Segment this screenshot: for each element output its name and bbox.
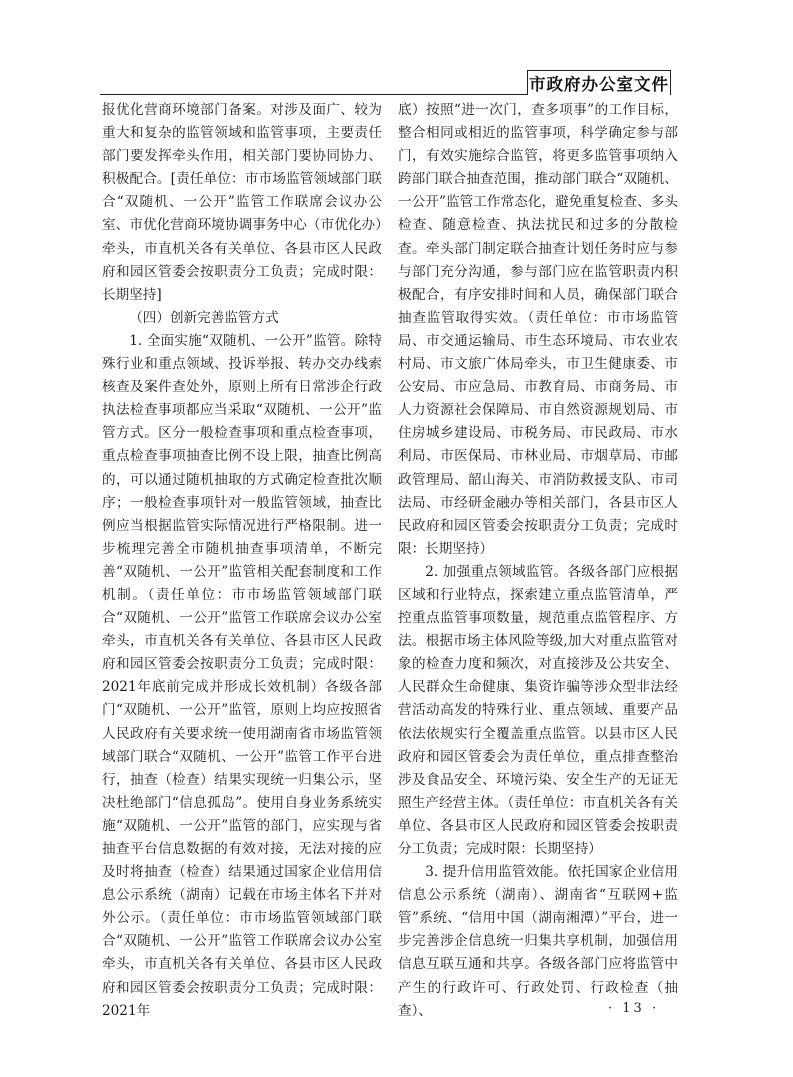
left-column: [102, 99, 382, 1023]
right-column: [398, 99, 678, 1023]
page-number: · 13 ·: [608, 1001, 660, 1016]
paragraph: 底）按照“进一次门，查多项事”的工作目标，整合相同或相近的监管事项，科学确定参与部门，有效实施综合监管，将更多监管事项纳入跨部门联合抽查范围，推动部门联合“双随机、一公开”监管工作常态化，避免重复检查、多头检查、随意检查、执法扰民和过多的分散检查。牵头部门制定联合抽查计划任务时应与参与部门充分沟通，参与部门应在监管职责内积极配合，有序安排时间和人员，确保部门联合抽查监管取得实效。（责任单位：市市场监管局、市交通运输局、市生态环境局、市农业农村局、市文旅广体局牵头，市卫生健康委、市公安局、市应急局、市教育局、市商务局、市人力资源社会保障局、市自然资源规划局、市住房城乡建设局、市税务局、市民政局、市水利局、市医保局、市林业局、市烟草局、市邮政管理局、韶山海关、市消防救援支队、市司法局、市经研金融办等相关部门，各县市区人民政府和园区管委会按职责分工负责；完成时限：长期坚持）: [398, 102, 678, 557]
paragraph: 3. 提升信用监管效能。依托国家企业信用信息公示系统（湖南）、湖南省“互联网+监管”系统、“信用中国（湖南湘潭）”平台，进一步完善涉企信息统一归集共享机制，加强信用信息互联互通和共享。各级各部门应将监管中产生的行政许可、行政处罚、行政检查（抽查）、: [398, 864, 678, 1019]
section-title: 市政府办公室文件: [527, 70, 671, 95]
paragraph: 2. 加强重点领域监管。各级各部门应根据区域和行业特点，探索建立重点监管清单，严控重点监管事项数量，规范重点监管程序、方法。根据市场主体风险等级,加大对重点监管对象的检查力度和频次，对直接涉及公共安全、人民群众生命健康、集资诈骗等涉众型非法经营活动高发的特殊行业、重点领域、重要产品依法依规实行全覆盖重点监管。以县市区人民政府和园区管委会为责任单位，重点排查整治涉及食品安全、环境污染、安全生产的无证无照生产经营主体。（责任单位：市直机关各有关单位、各县市区人民政府和园区管委会按职责分工负责；完成时限：长期坚持）: [398, 563, 678, 857]
paragraph: 报优化营商环境部门备案。对涉及面广、较为重大和复杂的监管领域和监管事项，主要责任部门要发挥牵头作用，相关部门要协同协力、积极配合。[责任单位：市市场监管领域部门联合“双随机、一公开”监管工作联席会议办公室、市优化营商环境协调事务中心（市优化办）牵头，市直机关各有关单位、各县市区人民政府和园区管委会按职责分工负责；完成时限：长期坚持]: [102, 102, 382, 303]
subheading: （四）创新完善监管方式: [129, 309, 279, 326]
paragraph: 1. 全面实施“双随机、一公开”监管。除特殊行业和重点领域、投诉举报、转办交办线索核查及案件查处外，原则上所有日常涉企行政执法检查事项都应当采取“双随机、一公开”监管方式。区分一般检查事项和重点检查事项，重点检查事项抽查比例不设上限，抽查比例高的，可以通过随机抽取的方式确定检查批次顺序；一般检查事项针对一般监管领域，抽查比例应当根据监管实际情况进行严格限制。进一步梳理完善全市随机抽查事项清单，不断完善“双随机、一公开”监管相关配套制度和工作机制。（责任单位：市市场监管领域部门联合“双随机、一公开”监管工作联席会议办公室牵头，市直机关各有关单位、各县市区人民政府和园区管委会按职责分工负责；完成时限：2021年底前完成并形成长效机制）各级各部门“双随机、一公开”监管，原则上均应按照省人民政府有关要求统一使用湖南省市场监管领域部门联合“双随机、一公开”监管工作平台进行，抽查（检查）结果实现统一归集公示，坚决杜绝部门“信息孤岛”。使用自身业务系统实施“双随机、一公开”监管的部门，应实现与省抽查平台信息数据的有效对接，无法对接的应及时将抽查（检查）结果通过国家企业信用信息公示系统（湖南）记载在市场主体名下并对外公示。（责任单位：市市场监管领域部门联合“双随机、一公开”监管工作联席会议办公室牵头，市直机关各有关单位、各县市区人民政府和园区管委会按职责分工负责；完成时限：2021年: [102, 332, 382, 1019]
